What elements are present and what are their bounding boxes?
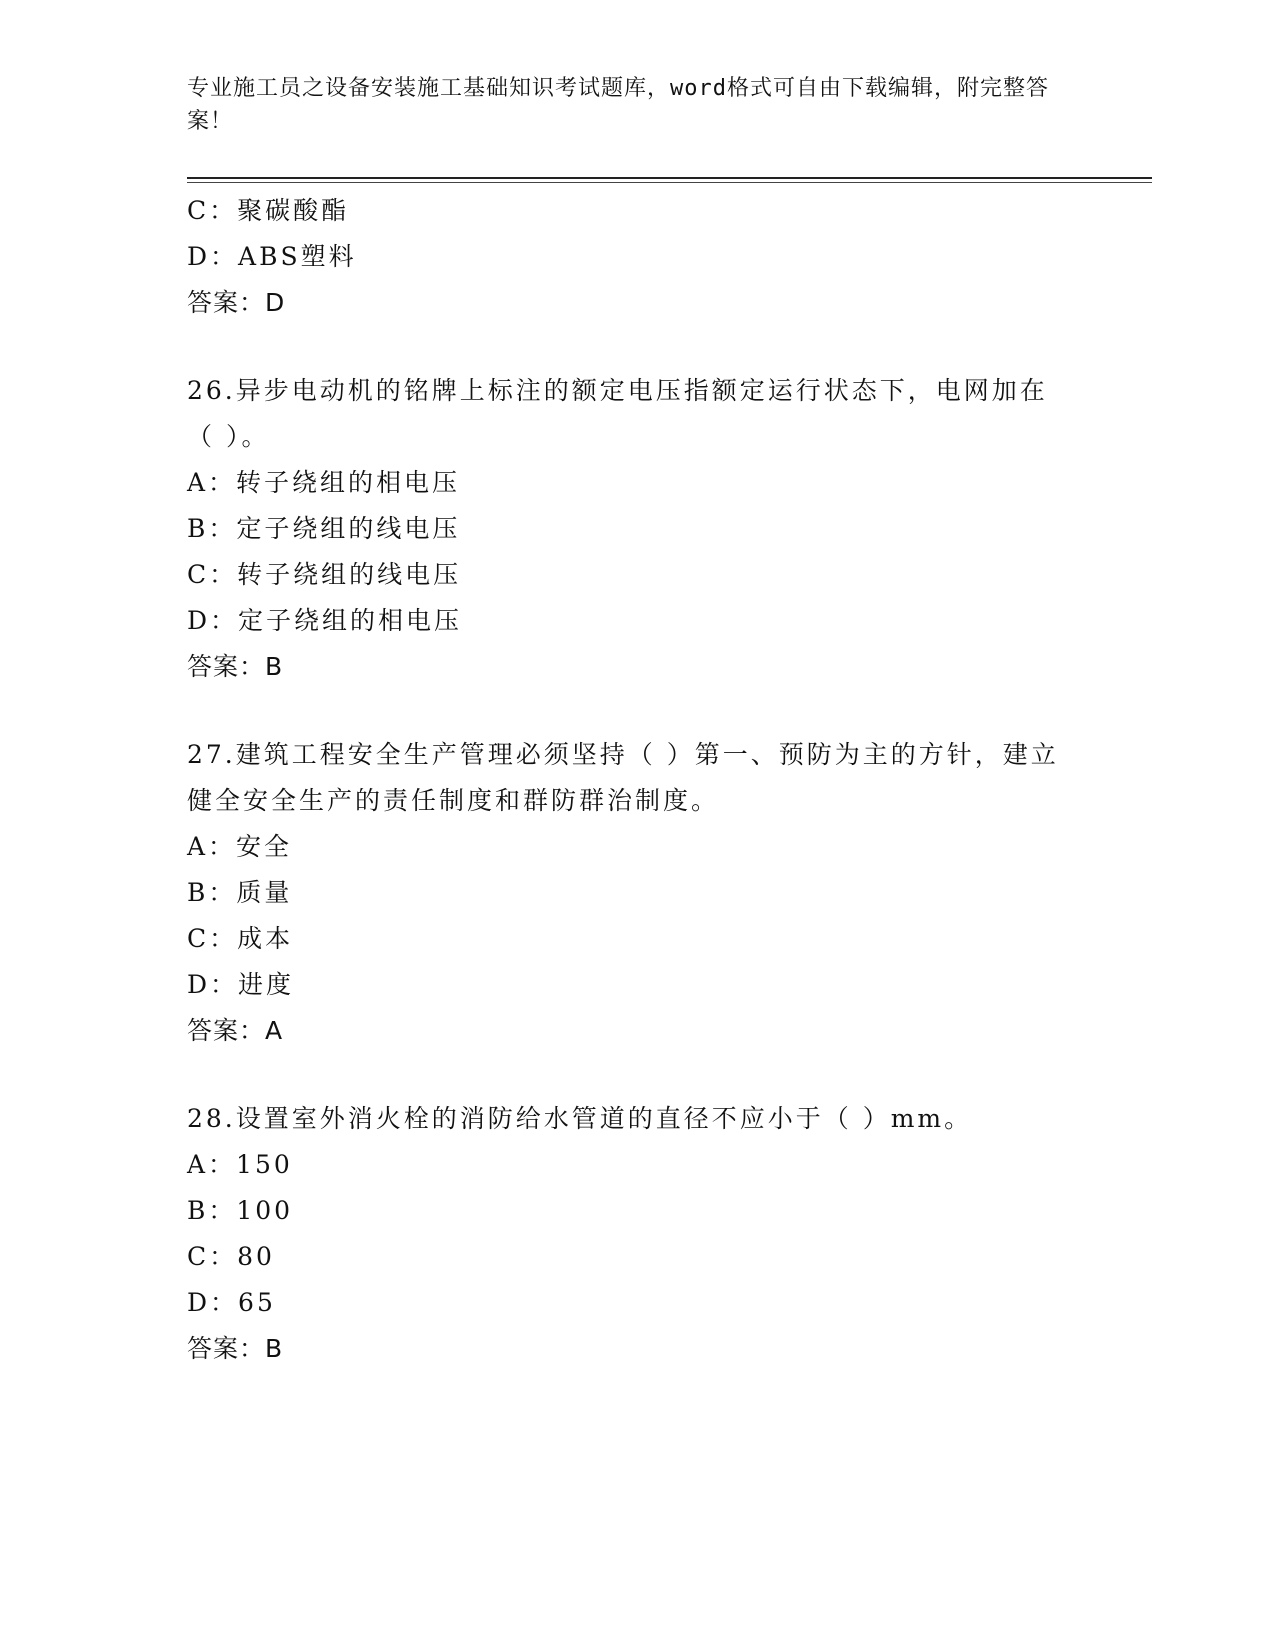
- question-27: [187, 732, 1087, 1054]
- option-c: C：聚碳酸酯: [187, 196, 350, 225]
- answer: 答案：B: [187, 1334, 284, 1363]
- question-text: 26.异步电动机的铭牌上标注的额定电压指额定运行状态下，电网加在（ ）。: [187, 376, 1048, 451]
- question-25-tail: [187, 188, 1087, 326]
- option-a: A：转子绕组的相电压: [187, 468, 461, 497]
- option-a: A：150: [187, 1150, 293, 1179]
- option-d: D：65: [187, 1288, 276, 1317]
- option-d: D：进度: [187, 970, 295, 999]
- option-d: D：ABS塑料: [187, 242, 357, 271]
- option-b: B：定子绕组的线电压: [187, 514, 461, 543]
- header-rule-thick: [187, 177, 1152, 179]
- question-list: [187, 188, 1087, 1372]
- option-a: A：安全: [187, 832, 293, 861]
- option-b: B：质量: [187, 878, 293, 907]
- document-header: 专业施工员之设备安装施工基础知识考试题库，word格式可自由下载编辑，附完整答案！: [187, 76, 1049, 134]
- option-c: C：转子绕组的线电压: [187, 560, 462, 589]
- question-26: [187, 368, 1087, 690]
- option-b: B：100: [187, 1196, 294, 1225]
- question-28: [187, 1096, 1087, 1372]
- option-d: D：定子绕组的相电压: [187, 606, 463, 635]
- question-text: 28.设置室外消火栓的消防给水管道的直径不应小于（ ）mm。: [187, 1104, 973, 1133]
- option-c: C：80: [187, 1242, 275, 1271]
- question-text: 27.建筑工程安全生产管理必须坚持（ ）第一、预防为主的方针，建立健全安全生产的责任制度和群防群治制度。: [187, 740, 1059, 815]
- header-rule-thin: [187, 182, 1152, 183]
- option-c: C：成本: [187, 924, 294, 953]
- answer: 答案：A: [187, 1016, 284, 1045]
- answer: 答案：D: [187, 288, 286, 317]
- answer: 答案：B: [187, 652, 284, 681]
